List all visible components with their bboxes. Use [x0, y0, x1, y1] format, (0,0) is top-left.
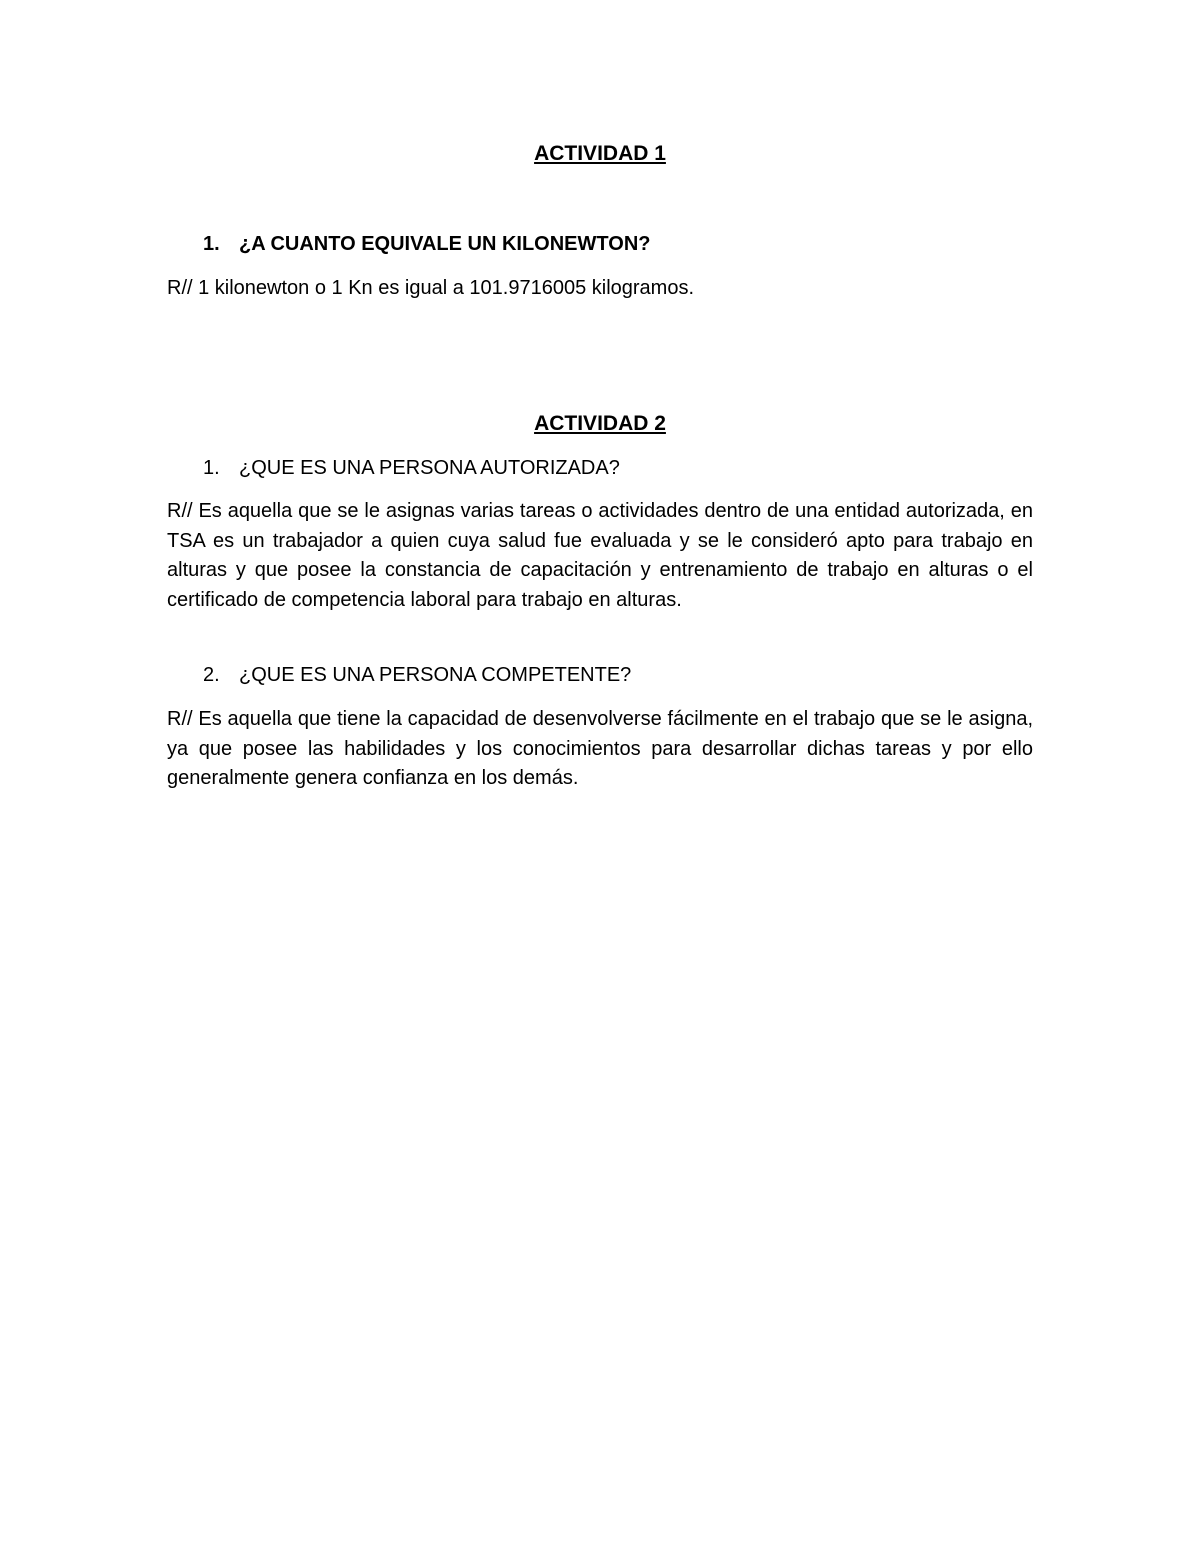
question-text: ¿QUE ES UNA PERSONA COMPETENTE? — [239, 664, 632, 686]
activity-1-title: ACTIVIDAD 1 — [534, 142, 666, 165]
activity-2-answer-1: R// Es aquella que se le asignas varias tareas o actividades dentro de una entidad autorizada, en TSA es un trabajador a quien cuya salud fue evaluada y se le consideró apto para trabajo en alturas y que posee la constancia de capacitación y entrenamiento de trabajo en alturas o el certificado de competencia laboral para trabajo en alturas. — [167, 500, 1033, 611]
question-number: 1. — [203, 457, 220, 479]
activity-1-question-1 — [203, 231, 650, 257]
question-text: ¿QUE ES UNA PERSONA AUTORIZADA? — [239, 457, 620, 479]
activity-2-question-1 — [203, 455, 620, 481]
question-number: 1. — [203, 233, 220, 255]
activity-2-answer-2: R// Es aquella que tiene la capacidad de desenvolverse fácilmente en el trabajo que se le asigna, ya que posee las habilidades y los conocimientos para desarrollar dichas tareas y por ello generalmente genera confianza en los demás. — [167, 708, 1033, 789]
activity-2-question-2 — [203, 662, 631, 688]
question-text: ¿A CUANTO EQUIVALE UN KILONEWTON? — [239, 233, 651, 255]
activity-1-answer-1: R// 1 kilonewton o 1 Kn es igual a 101.9716005 kilogramos. — [167, 277, 695, 299]
activity-2-title: ACTIVIDAD 2 — [534, 412, 666, 435]
question-number: 2. — [203, 664, 220, 686]
